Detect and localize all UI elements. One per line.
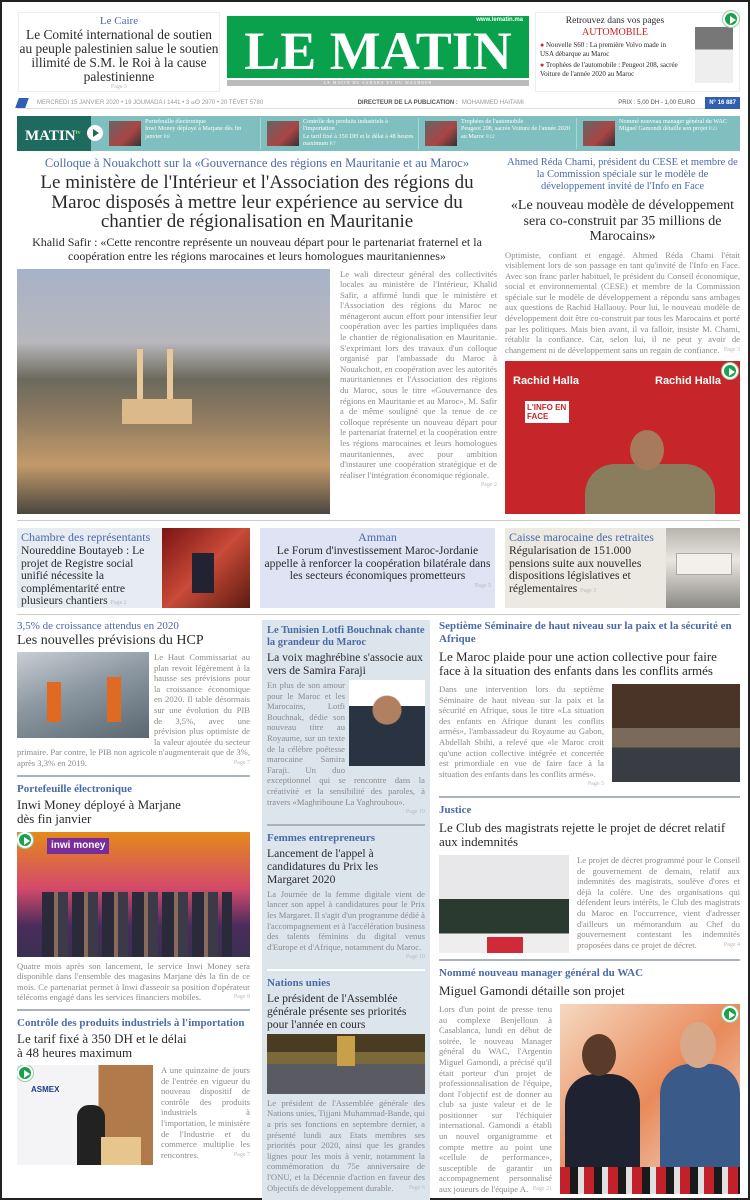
page-ref: P.12 [486, 134, 495, 140]
page-ref: Page 3 [580, 587, 597, 594]
article-hcp[interactable] [17, 620, 250, 769]
tv-item-thumbnail [425, 121, 457, 146]
header-right-promo[interactable] [535, 12, 740, 92]
article-body: A une quinzaine de jours de l'entrée en vigueur du nouveau dispositif de contrôle des produits industriels à l'importation, le ministère de l'Industrie et du commerce multiplie les rencontres. [161, 1065, 250, 1160]
issue-number: N° 16 887 [705, 97, 740, 109]
article-headline: Le président de l'Assemblée générale présente ses priorités pour l'année en cours [267, 991, 407, 1031]
page-ref: P.21 [708, 127, 718, 133]
logo[interactable] [227, 16, 529, 78]
lotfi-bouchnak-photo [349, 680, 425, 766]
article-body: La Journée de la femme digitale vient de lancer son appel à candidatures pour le Prix les Margaret. Il s'agit d'un programme dédié à l'accompagnement et à l'accélération business des talents féminins du digital venus d'Europe et d'Afrique, notamment du Maroc. [267, 888, 425, 952]
tv-item-thumbnail [109, 121, 141, 146]
interview-body [505, 250, 740, 356]
logo-tagline: LE MATIN DU SAHARA ET DU MAGHREB [227, 80, 529, 86]
tv-item[interactable] [581, 118, 735, 149]
tv-item[interactable] [107, 118, 261, 149]
article-body: Lors d'un point de presse tenu au complexe Benjelloun à Casablanca, lundi en début de soirée, le nouveau Manager général du WAC, l'Argentin Miguel Gamondi, a précisé qu'il était porteur d'un projet de professionnalisation de l'équipe, dont l'objectif est de donner au club sa juste valeur et de le positionner sur l'échiquier international. Gamondi a établi un nouvel organigramme et compte mettre au point une «cellule de performance», susceptible de garantir un accompagnement personnalisé aux joueurs de l'équipe A. [439, 1003, 552, 1195]
interview-article[interactable] [505, 157, 740, 514]
teaser-kicker: Amman [358, 530, 397, 544]
tv-item-kicker: Contrôle des produits industriels à l'importation [303, 118, 388, 133]
article-headline: La voix maghrébine s'associe aux vers de Samira Faraji [267, 651, 423, 677]
article-kicker: Nations unies [267, 976, 331, 989]
tv-item[interactable] [265, 118, 419, 149]
inwi-money-launch-photo [17, 832, 250, 957]
studio-screen-text: Rachid Halla [513, 375, 580, 388]
magistrates-ceremony-photo [439, 855, 569, 953]
price: PRIX : 5,00 DH - 1,00 EURO [618, 99, 696, 106]
page-ref: Page 5 [110, 84, 128, 90]
tv-item-kicker: Trophées de l'automobile [461, 118, 524, 125]
interview-kicker: Ahmed Réda Chami, président du CESE et membre de la Commission spéciale sur le modèle de développement invité de l'Info en Face [507, 157, 738, 192]
article-inwi[interactable] [17, 783, 250, 1003]
article-un[interactable] [267, 977, 425, 1193]
article-body: Le président de l'Assemblée générale des Nations unies, Tijjani Muhammad-Bande, qui a pris ses fonctions en septembre dernier, a présenté lundi aux Etats membres ses priorités pour 2020, ainsi que les grandes lignes pour les mois à venir, notamment la commémoration du 75e anniversaire de l'ONU, et la Décennie d'action en faveur des Objectifs de développement durable. [267, 1097, 425, 1193]
page-ref: P.7 [329, 142, 336, 148]
teaser-chambre[interactable] [17, 528, 250, 608]
article-headline: Inwi Money déployé à Marjane dès fin janvier [17, 796, 181, 826]
issue-date: MERCREDI 15 JANVIER 2020 • 19 JOUMADA I 1441 • 3 ⴰⵙ 2970 • 20 TÉVET 5780 [37, 99, 264, 106]
matin-tv-logo[interactable] [17, 116, 91, 151]
article-body: En plus de son amour pour le Maroc et les Marocains, Lotfi Bouchnak, dédie son nouveau titre au Royaume, sur un texte de la célèbre poétesse marocaine Samira Faraji. Un duo exceptionnel qui se rencontre dans la créativité et la sensibilité des paroles, à travers «Maghriboune La Yaghroubou». [267, 680, 425, 807]
page-ref: Page 10 [405, 954, 425, 961]
article-import-control[interactable] [17, 1017, 250, 1165]
interview-header[interactable] [505, 157, 740, 245]
tv-item-thumbnail [267, 121, 299, 146]
page-ref: Page 6 [408, 1184, 425, 1191]
headline: Le Comité international de soutien au peuple palestinien salue le soutien illimité de S.M. le Roi à la cause palestinienne [19, 27, 219, 84]
factory-robots-photo [17, 652, 149, 738]
lead-article[interactable] [17, 156, 497, 514]
lead-kicker: Colloque à Nouakchott sur la «Gouvernance des régions en Mauritanie et au Maroc» [44, 156, 470, 170]
tv-item-title: Miguel Gamondi détaille son projet [619, 125, 708, 133]
article-kicker: 3,5% de croissance attendus en 2020 [17, 620, 179, 632]
column-3 [439, 620, 740, 1195]
tv-play-icon[interactable] [87, 125, 103, 141]
teaser-headline: Le Forum d'investissement Maroc-Jordanie appelle à renforcer la coopération bilatérale dans les secteurs économiques prometteurs [264, 544, 491, 583]
column-2 [262, 620, 430, 1200]
magazine-thumbnail [695, 27, 733, 83]
lead-article-header[interactable] [17, 156, 497, 263]
teaser-kicker: Caisse marocaine des retraites [509, 530, 654, 544]
tv-item-title: Le tarif fixé à 350 DH et le délai à 48 heures maximum [303, 132, 414, 148]
asmex-banner: ASMEX [31, 1085, 60, 1094]
lead-body-text: Le wali directeur général des collectivités locales au ministère de l'Intérieur, Khalid Safir, a affirmé lundi que le ministère et l'Association des régions du Maroc ne ménageront aucun effort pour intensifier leur coopération avec les parties impliquées dans le chantier de régionalisation en Mauritanie. S'exprimant lors des travaux d'un colloque organisé par l'ambassade du Maroc à Nouakchott, en coopération avec les autorités mauritaniennes et l'Association des régions du Maroc, sous le titre «Gouvernance des régions en Mauritanie et au Maroc», M. Safir a de même souligné que la tenue de ce colloque représente un nouveau départ pour le partenariat fraternel et la coopération entre les régions marocaines et leurs homologues mauritaniennes, avec pour ambition d'instaurer une coopération stratégique et de réaliser l'intégration économique régionale. [340, 268, 497, 480]
page-ref: Page 5 [587, 781, 604, 788]
article-margaret[interactable] [267, 832, 425, 963]
interview-body-text: Optimiste, confiant et engagé. Ahmed Réda Chami l'était visiblement lors de son passage en tant qu'invité de l'Info en Face. Avec son franc parler habituel, le président du Conseil économique, social et environnemental (CESE) et membre de la Commission spéciale sur le modèle de développement a répondu sans ambages aux questions de Rachid Hallaouy. Pour lui, le nouveau modèle de développement doit être co-construit par tous les Marocains et porté par les politiques. Mais bien avant, il va falloir, insiste M. Chami, rétablir la confiance. Car, selon lui, il ne peut y avoir de changement ni de développement sans un regain de confiance. [505, 249, 740, 355]
interview-quote: «Le nouveau modèle de développement sera co-construit par 35 millions de Marocains» [510, 198, 735, 244]
article-headline: Le tarif fixé à 350 DH et le délai à 48 heures maximum [17, 1031, 187, 1060]
director-label: DIRECTEUR DE LA PUBLICATION : [357, 99, 458, 106]
promo-item-text: Nouvelle S60 : La première Volvo made in USA débarque au Maroc [540, 41, 667, 58]
promo-intro: Retrouvez dans vos pages [565, 16, 665, 26]
tv-brand-sup: tv [75, 130, 81, 136]
promo-item-text: Trophées de l'automobile : Peugeot 208, sacrée Voiture de l'année 2020 au Maroc [540, 61, 678, 78]
page-ref: Page 3 [723, 346, 740, 353]
lead-body [340, 269, 497, 515]
article-kicker: Femmes entrepreneurs [267, 831, 376, 844]
play-video-icon[interactable] [17, 832, 33, 848]
show-logo: L'INFO EN FACE [525, 401, 569, 423]
promo-item[interactable]: ● Trophées de l'automobile : Peugeot 208, sacrée Voiture de l'année 2020 au Maroc [540, 61, 678, 78]
logo-text: LE MATIN [244, 21, 512, 78]
article-body: Le projet de décret programmé pour le Conseil de gouvernement de demain, relatif aux indemnités des magistrats, soulève d'ores et déjà la colère. Une des organisations qui défendent leurs intérêts, le Club des magistrats du Maroc en l'occurrence, vient d'adresser d'ailleurs un mémorandum au Chef du gouvernement contestant les indemnités proposées dans ce projet de décret. [577, 854, 740, 950]
play-video-icon[interactable] [723, 11, 739, 27]
lead-subheadline: Khalid Safir : «Cette rencontre représente un nouveau départ pour le partenariat fraternel et la coopération entre les régions marocaines et leurs homologues mauritaniennes» [32, 234, 482, 263]
page-ref: Page 4 [723, 941, 740, 948]
article-kicker: Justice [439, 803, 472, 816]
page-ref: Page 7 [233, 760, 250, 767]
inwi-banner: inwi money [47, 838, 109, 854]
column-1 [17, 620, 250, 1165]
article-magistrates[interactable] [439, 804, 740, 953]
play-video-icon[interactable] [17, 1065, 33, 1081]
teaser-headline: Noureddine Boutayeb : Le projet de Registre social unifié nécessite la complémentarité entre plusieurs chantiers [21, 544, 145, 608]
page-ref: Page 2 [480, 482, 497, 489]
director-name: MOHAMMED HAITAMI [461, 99, 524, 106]
teaser-headline: Régularisation de 151.000 pensions suite aux nouvelles dispositions législatives et réglementaires [509, 544, 642, 595]
page-ref: Page 8 [233, 994, 250, 1001]
nouakchott-photo [17, 269, 330, 515]
promo-item[interactable]: ● Nouvelle S60 : La première Volvo made in USA débarque au Maroc [540, 41, 667, 58]
tv-item-kicker: Nommé nouveau manager général du WAC [619, 118, 727, 125]
cmr-building-photo [666, 528, 740, 608]
tv-item[interactable] [423, 118, 577, 149]
tv-item-title: Inwi Money déployé à Marjane dès fin janvier [145, 125, 242, 140]
article-headline: Les nouvelles prévisions du HCP [17, 633, 204, 648]
tv-brand: MATIN [25, 128, 76, 144]
teaser-amman[interactable] [260, 528, 495, 608]
article-kicker: Nommé nouveau manager général du WAC [439, 966, 644, 979]
page-ref: P.8 [163, 134, 170, 140]
article-headline: Le Maroc plaide pour une action collective pour faire face à la situation des enfants dans les conflits armés [439, 649, 717, 678]
article-bouchnak[interactable] [267, 625, 425, 818]
article-headline: Miguel Gamondi détaille son projet [439, 982, 625, 998]
article-seminar[interactable] [439, 620, 740, 790]
seminar-photo [612, 684, 740, 782]
article-wac[interactable] [439, 967, 740, 1195]
boutayeb-photo [162, 528, 250, 608]
lead-headline: Le ministère de l'Intérieur et l'Association des régions du Maroc disposés à mettre leur expérience au service du chantier de régionalisation en Mauritanie [40, 172, 474, 232]
tv-item-kicker: Portefeuille électronique [145, 118, 206, 125]
page-ref: Page 2 [110, 600, 127, 607]
page-ref: Page 7 [233, 1151, 250, 1158]
matin-tv-strip [17, 116, 740, 151]
gamondi-press-photo [560, 1004, 740, 1194]
tv-item-title: Peugeot 208, sacrée Voiture de l'année 2020 au Maroc [461, 125, 570, 140]
promo-section: AUTOMOBILE [582, 27, 648, 38]
asmex-conference-photo [17, 1065, 153, 1165]
article-headline: Le Club des magistrats rejette le projet de décret relatif aux indemnités [439, 819, 726, 849]
teaser-cmr[interactable] [505, 528, 740, 608]
article-body: Le Haut Commissariat au plan revoit légèrement à la hausse ses prévisions pour la croissance économique en 2020. Il table désormais sur une évolution du PIB de 3,5%, avec une prévision plus optimiste de la valeur ajoutée du secteur primaire. Par contre, le PIB non agricole n'augmenterait que de 3%, après 3,3% en 2019. [17, 652, 250, 769]
article-kicker: Septième Séminaire de haut niveau sur la paix et la sécurité en Afrique [439, 620, 732, 645]
article-body: Quatre mois après son lancement, le service Inwi Money sera disponible dans l'ensemble des magasins Marjane dès la fin de ce mois. Ce partenariat permet à Inwi d'asseoir sa position d'opérateur télécoms engagé dans les services financiers mobiles. [17, 960, 250, 1003]
article-kicker: Portefeuille électronique [17, 782, 132, 795]
article-kicker: Le Tunisien Lotfi Bouchnak chante la grandeur du Maroc [267, 625, 425, 648]
logo-url: www.lematin.ma [476, 17, 523, 23]
article-body: Dans une intervention lors du septième Séminaire de haut niveau sur la paix et la sécurité en Afrique, sous le titre «La situation des enfants en Afrique durant les conflits armés», l'ambassadeur du Royaume au Gabon, Abdellah Sbihi, a relevé que «le Maroc croit qu'une action collective intégrée et concertée est primordiale en vue de faire face à la situation des enfants dans les conflits armés». [439, 684, 604, 779]
article-kicker: Contrôle des produits industriels à l'importation [17, 1017, 245, 1029]
teaser-kicker: Chambre des représentants [21, 530, 151, 544]
header-left-teaser[interactable] [18, 12, 220, 92]
play-video-icon[interactable] [722, 363, 738, 379]
un-assembly-photo [267, 1034, 425, 1094]
interview-photo [505, 361, 740, 514]
page-ref: Page 19 [405, 809, 425, 816]
studio-screen-text: Rachid Halla [655, 375, 722, 388]
date-bar [17, 97, 740, 109]
play-video-icon[interactable] [722, 1006, 738, 1022]
page-ref: Page 21 [532, 1186, 552, 1193]
tv-item-thumbnail [583, 121, 615, 146]
kicker: Le Caire [99, 15, 139, 27]
date-bar-accent [15, 98, 29, 108]
article-headline: Lancement de l'appel à candidatures du Prix les Margaret 2020 [267, 846, 379, 886]
page-ref: Page 5 [474, 582, 491, 589]
